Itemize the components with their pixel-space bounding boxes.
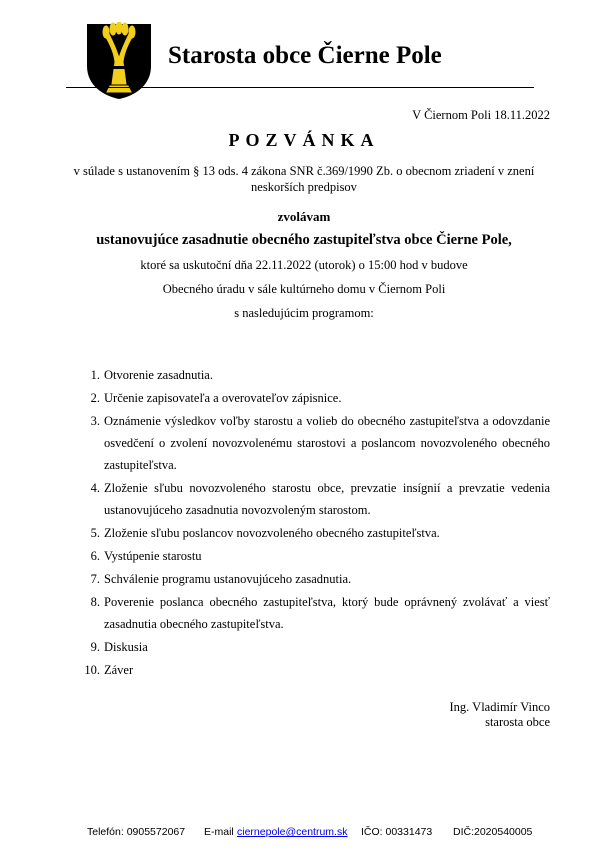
agenda-item-text: Záver bbox=[104, 663, 134, 677]
agenda-item bbox=[60, 410, 550, 476]
agenda-item-text: Schválenie programu ustanovujúceho zasadnutia. bbox=[104, 572, 352, 586]
agenda-item-number: 10. bbox=[84, 663, 100, 677]
agenda-item bbox=[60, 659, 550, 681]
header-divider bbox=[66, 87, 534, 88]
coat-of-arms-icon bbox=[84, 22, 154, 100]
footer-phone: Telefón: 0905572067 bbox=[87, 826, 186, 838]
agenda-item-number: 4. bbox=[90, 481, 100, 495]
agenda-item bbox=[60, 522, 550, 544]
agenda-item-text: Poverenie poslanca obecného zastupiteľstva, ktorý bude oprávnený zvolávať a viesť zasadnutia obecného zastupiteľstva. bbox=[104, 595, 550, 631]
program-intro: s nasledujúcim programom: bbox=[234, 306, 374, 320]
agenda-item-number: 5. bbox=[90, 526, 100, 540]
agenda-item bbox=[60, 545, 550, 567]
agenda-item-text: Zloženie sľubu poslancov novozvoleného obecného zastupiteľstva. bbox=[104, 526, 440, 540]
agenda-item-number: 3. bbox=[90, 414, 100, 428]
agenda-item-text: Zloženie sľubu novozvoleného starostu obce, prevzatie insígnií a prevzatie vedenia ustanovujúceho zasadnutia novozvoleným starostom. bbox=[104, 481, 550, 517]
footer-ico: IČO: 00331473 bbox=[361, 826, 433, 838]
agenda-item-number: 7. bbox=[90, 572, 100, 586]
agenda-item-text: Oznámenie výsledkov voľby starostu a volieb do obecného zastupiteľstva a odovzdanie osvedčení o zvolení novozvolenému starostovi a poslancom novozvoleného obecného zastupiteľstva. bbox=[104, 414, 550, 472]
convene-text: zvolávam bbox=[277, 209, 331, 224]
agenda-item-number: 2. bbox=[90, 391, 100, 405]
agenda-item-number: 1. bbox=[90, 368, 100, 382]
meeting-date-text: ktoré sa uskutoční dňa 22.11.2022 (utorok) o 15:00 hod v budove bbox=[140, 258, 468, 272]
agenda-item-number: 6. bbox=[90, 549, 100, 563]
agenda-item bbox=[60, 387, 550, 409]
agenda-item bbox=[60, 364, 550, 386]
agenda-item-text: Vystúpenie starostu bbox=[104, 549, 202, 563]
footer-email-label: E-mail bbox=[204, 826, 234, 838]
signatory-role: starosta obce bbox=[485, 715, 550, 729]
agenda-item bbox=[60, 636, 550, 658]
agenda-item-text: Diskusia bbox=[104, 640, 148, 654]
agenda-item-number: 9. bbox=[90, 640, 100, 654]
agenda-list bbox=[60, 364, 550, 682]
footer-dic: DIČ:2020540005 bbox=[453, 826, 533, 838]
agenda-item bbox=[60, 568, 550, 590]
meeting-location-text: Obecného úradu v sále kultúrneho domu v Čiernom Poli bbox=[162, 282, 446, 296]
meeting-title: ustanovujúce zasadnutie obecného zastupiteľstva obce Čierne Pole, bbox=[96, 232, 512, 248]
legal-intro: v súlade s ustanovením § 13 ods. 4 zákona SNR č.369/1990 Zb. o obecnom zriadení v znení neskorších predpisov bbox=[73, 164, 535, 194]
org-title: Starosta obce Čierne Pole bbox=[168, 42, 442, 69]
footer-email-link[interactable]: ciernepole@centrum.sk bbox=[237, 826, 348, 838]
agenda-item-text: Otvorenie zasadnutia. bbox=[104, 368, 213, 382]
date-line: V Čiernom Poli 18.11.2022 bbox=[412, 108, 550, 122]
signature-block bbox=[449, 700, 550, 730]
agenda-item bbox=[60, 477, 550, 521]
agenda-item-text: Určenie zapisovateľa a overovateľov zápisnice. bbox=[104, 391, 342, 405]
document-title: POZVÁNKA bbox=[228, 130, 380, 150]
agenda-item bbox=[60, 591, 550, 635]
agenda-item-number: 8. bbox=[90, 595, 100, 609]
signatory-name: Ing. Vladimír Vinco bbox=[449, 700, 550, 714]
